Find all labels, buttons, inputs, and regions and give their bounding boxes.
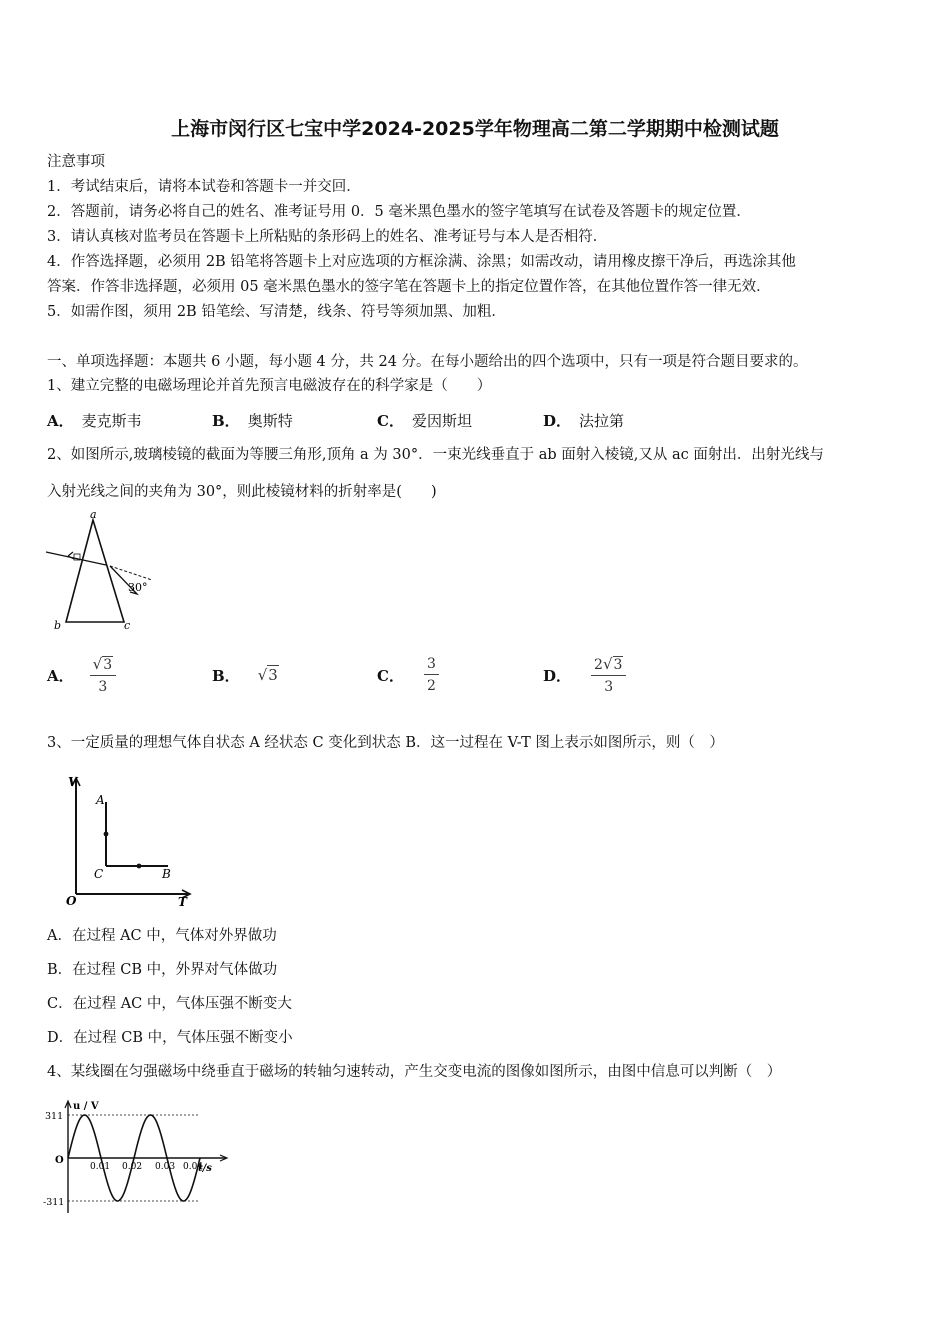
y-min-label: -311 (43, 1197, 65, 1208)
voltage-data-point (84, 1114, 85, 1115)
origin-label: O (55, 1155, 64, 1166)
voltage-data-point (199, 1157, 200, 1158)
u-axis-label: u / V (73, 1101, 99, 1112)
t-axis-label: t/s (198, 1163, 212, 1174)
ac-voltage-chart (40, 1095, 230, 1217)
q2-option-a: A． $\frac{√3}{3}$ (47, 651, 116, 699)
apex-label: a (90, 508, 97, 521)
notice-item: 2．答题前，请务必将自己的姓名、准考证号用 0．5 毫米黑色墨水的签字笔填写在试卷及答题卡的规定位置． (47, 204, 751, 220)
q1-option-d: D． 法拉第 (543, 412, 625, 430)
voltage-data-point (100, 1157, 101, 1158)
angle-label: 30° (128, 581, 148, 594)
q1-option-a: A． 麦克斯韦 (47, 412, 142, 430)
q3-stem: 3、一定质量的理想气体自状态 A 经状态 C 变化到状态 B．这一过程在 V-T 图上表示如图所示，则（ ） (47, 735, 724, 751)
voltage-data-point (166, 1157, 167, 1158)
voltage-data-point (150, 1114, 151, 1115)
point-a-label: A (96, 793, 105, 807)
q2-stem-line1: 2、如图所示,玻璃棱镜的截面为等腰三角形,顶角 a 为 30°．一束光线垂直于 ab 面射入棱镜,又从 ac 面射出．出射光线与 (47, 447, 824, 463)
t-axis-label: T (178, 895, 187, 908)
q4-stem: 4、某线圈在匀强磁场中绕垂直于磁场的转轴匀速转动，产生交变电流的图像如图所示，由图中信息可以判断（ ） (47, 1064, 782, 1080)
vertex-b-label: b (54, 619, 62, 632)
vertex-c-label: c (124, 619, 131, 632)
q3-option-a: A．在过程 AC 中，气体对外界做功 (47, 928, 277, 944)
x-tick-label: 0.04 (183, 1162, 204, 1172)
notice-item: 5．如需作图，须用 2B 铅笔绘、写清楚，线条、符号等须加黑、加粗． (47, 304, 506, 320)
point-c-label: C (94, 867, 104, 881)
q3-option-d: D．在过程 CB 中，气体压强不断变小 (47, 1030, 293, 1046)
arrow-dot-cb (137, 864, 142, 869)
q2-option-b: B． √3 (212, 666, 278, 685)
incident-arrow (68, 552, 73, 556)
q2-stem-line2: 入射光线之间的夹角为 30°，则此棱镜材料的折射率是( ) (47, 484, 437, 500)
voltage-data-point (117, 1200, 118, 1201)
voltage-data-point (133, 1157, 134, 1158)
arrow-dot-ac (104, 832, 109, 837)
q1-option-b: B． 奥斯特 (212, 412, 293, 430)
voltage-data-point (183, 1200, 184, 1201)
x-tick-label: 0.02 (122, 1162, 143, 1172)
x-tick-label: 0.01 (90, 1162, 111, 1172)
notice-item: 1．考试结束后，请将本试卷和答题卡一并交回． (47, 179, 361, 195)
q2-option-d: D． $\frac{2√3}{3}$ (543, 651, 626, 699)
notice-heading: 注意事项 (47, 154, 105, 170)
notice-item: 3．请认真核对监考员在答题卡上所粘贴的条形码上的姓名、准考证号与本人是否相符． (47, 229, 608, 245)
notice-item: 答案．作答非选择题，必须用 05 毫米黑色墨水的签字笔在答题卡上的指定位置作答，在其他位置作答一律无效． (47, 279, 771, 295)
q1-option-c: C． 爱因斯坦 (377, 412, 472, 430)
x-tick-label: 0.03 (155, 1162, 176, 1172)
y-max-label: 311 (45, 1111, 64, 1122)
vt-graph (64, 772, 194, 908)
point-b-label: B (162, 867, 171, 881)
voltage-data-point (67, 1157, 68, 1158)
q3-option-c: C．在过程 AC 中，气体压强不断变大 (47, 996, 292, 1012)
page-title: 上海市闵行区七宝中学2024-2025学年物理高二第二学期期中检测试题 (171, 118, 779, 140)
q1-stem: 1、建立完整的电磁场理论并首先预言电磁波存在的科学家是（ ） (47, 378, 492, 394)
v-axis-label: V (68, 775, 78, 789)
prism-figure (44, 508, 164, 634)
section-heading: 一、单项选择题：本题共 6 小题，每小题 4 分，共 24 分。在每小题给出的四个选项中，只有一项是符合题目要求的。 (47, 354, 808, 370)
q3-option-b: B．在过程 CB 中，外界对气体做功 (47, 962, 278, 978)
origin-label: O (66, 894, 77, 908)
q2-option-c: C． $\frac{3}{2}$ (377, 651, 439, 699)
notice-item: 4．作答选择题，必须用 2B 铅笔将答题卡上对应选项的方框涂满、涂黑；如需改动，请用橡皮擦干净后，再选涂其他 (47, 254, 796, 270)
